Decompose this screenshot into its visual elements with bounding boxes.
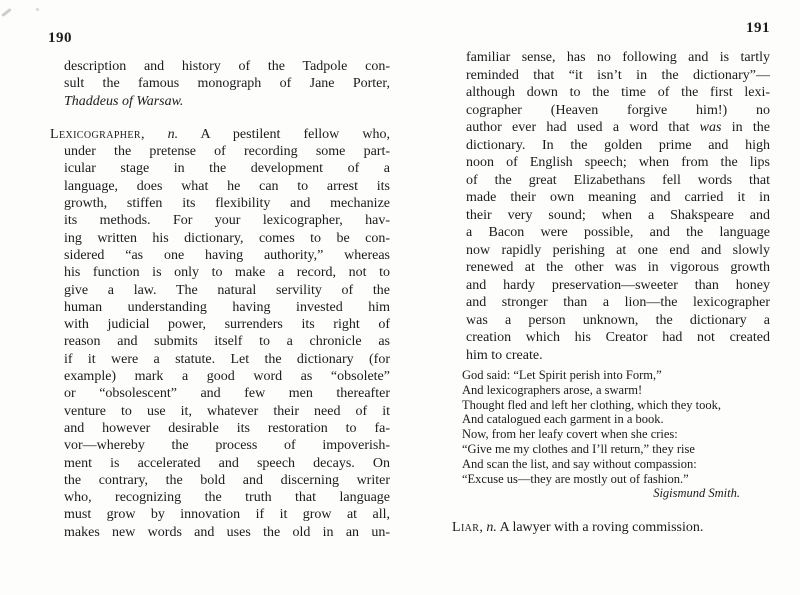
text-line: ing written his dictionary, comes to be con- (64, 230, 390, 246)
intro-continuation-paragraph (50, 58, 390, 110)
poem-line: And scan the list, and say without compassion: (462, 456, 697, 471)
text-line: description and history of the Tadpole con- (64, 59, 390, 74)
text-line: the contrary, the bold and discerning writer (64, 472, 390, 488)
text-line: reminded that “it isn’t in the dictionary”— (466, 67, 770, 83)
text-line: under the pretense of recording some part- (64, 144, 390, 160)
text-line: language, does what he can to arrest its (64, 178, 390, 194)
text-line: their very sound; when a Shakspeare and (466, 207, 770, 223)
text-line: his function is only to make a record, not to (64, 265, 390, 281)
text-line: sult the famous monograph of Jane Porter, (64, 76, 390, 92)
entry-lexicographer (50, 126, 390, 541)
text-line: a Bacon were possible, and the language (466, 225, 770, 240)
text-line: who, recognizing the truth that language (64, 490, 390, 506)
text-line: now rapidly perishing at one end and slowly (466, 242, 770, 258)
verse-quotation (452, 368, 770, 486)
text-line: creation which his Creator had not created (466, 330, 770, 345)
text-line: and stronger than a lion—the lexicographer (466, 295, 770, 310)
text-line: if it were a statute. Let the dictionary (for (64, 351, 390, 367)
text-line: icular stage in the development of a (64, 161, 390, 177)
text-line: example) mark a good word as “obsolete” (64, 369, 390, 385)
left-page-text-column (50, 58, 390, 541)
text-line: sidered “as one having authority,” whereas (64, 247, 390, 263)
text-line: and hardy preservation—sweeter than honey (466, 277, 770, 293)
text-line: human understanding having invested him (64, 299, 390, 315)
verse-attribution (452, 486, 770, 501)
text-line: noon of English speech; when from the lips (466, 155, 770, 170)
text-line: must grow by innovation if it grow at all, (64, 507, 390, 523)
text-line: venture to use it, whatever their need of it (64, 403, 390, 419)
text-line: although down to the time of the first lexi- (466, 85, 770, 100)
page-number-191: 191 (746, 20, 770, 36)
poem-line: Now, from her leafy covert when she cries: (462, 427, 678, 442)
text-line: Lexicographer, n. A pestilent fellow who, (50, 126, 390, 142)
text-line: reason and submits itself to a chronicle as (64, 334, 390, 350)
scan-artifact (1, 8, 12, 17)
text-line: familiar sense, has no following and is tartly (466, 50, 770, 65)
text-line: with judicial power, surrenders its right of (64, 317, 390, 333)
lexicographer-continuation-paragraph (452, 49, 770, 364)
poem-line: God said: “Let Spirit perish into Form,” (462, 368, 662, 382)
text-line: cographer (Heaven forgive him!) no (466, 102, 770, 118)
poem-line: Thought fled and left her clothing, which they took, (462, 397, 721, 412)
poem-line: “Excuse us—they are mostly out of fashion.” (462, 471, 689, 486)
page-number-190: 190 (48, 30, 72, 46)
text-line: ment is accelerated and speech decays. On (64, 455, 390, 471)
entry-liar (452, 519, 770, 537)
text-line: renewed at the other was in vigorous growth (466, 260, 770, 275)
right-page-text-column (452, 49, 770, 537)
poem-line: And lexicographers arose, a swarm! (462, 382, 643, 397)
text-line: or “obsolescent” and few men thereafter (64, 386, 390, 402)
poem-line: And catalogued each garment in a book. (462, 412, 664, 427)
text-line: give a law. The natural servility of the (64, 282, 390, 298)
text-line: Liar, n. A lawyer with a roving commission. (452, 520, 704, 536)
text-line: made their own meaning and carried it in (466, 190, 770, 205)
text-line: him to create. (466, 347, 543, 363)
text-line: its methods. For your lexicographer, hav- (64, 213, 390, 229)
text-line: was a person unknown, the dictionary a (466, 312, 770, 328)
text-line: Thaddeus of Warsaw. (64, 93, 184, 109)
attribution-line: Sigismund Smith. (653, 486, 740, 501)
text-line: growth, stiffen its flexibility and mechanize (64, 196, 390, 212)
text-line: author ever had used a word that was in the (466, 120, 770, 135)
text-line: dictionary. In the golden prime and high (466, 137, 770, 153)
poem-line: “Give me my clothes and I’ll return,” they rise (462, 441, 695, 456)
scan-artifact (36, 8, 39, 11)
text-line: of the great Elizabethans fell words that (466, 172, 770, 188)
text-line: vor—whereby the process of impoverish- (64, 438, 390, 454)
text-line: and however desirable its restoration to fa- (64, 420, 390, 436)
text-line: makes new words and uses the old in an un- (64, 524, 390, 540)
